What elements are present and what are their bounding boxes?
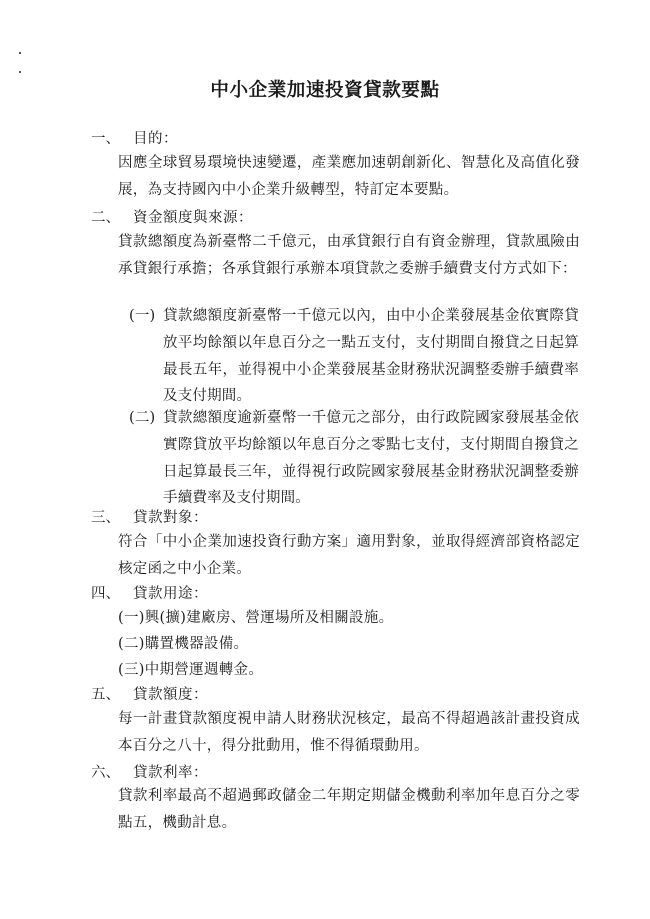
section-heading: 資金額度與來源： xyxy=(133,210,253,226)
sub-item-marker: (一) xyxy=(129,308,156,324)
section-number: 二、 xyxy=(91,210,120,226)
sub-item-text: 貸款總額度新臺幣一千億元以內，由中小企業發展基金依實際貸放平均餘額以年息百分之一點五支付，支付期間自撥貸之日起算最長五年，並得視中小企業發展基金財務狀況調整委辦手續費率及支付期間。 xyxy=(163,308,579,405)
sub-item-marker: (二) xyxy=(129,410,156,426)
section-heading: 貸款對象： xyxy=(133,510,208,526)
scan-speck xyxy=(19,71,21,73)
sub-item xyxy=(129,303,579,410)
document-title: 中小企業加速投資貸款要點 xyxy=(210,80,440,101)
section-number: 四、 xyxy=(91,586,120,602)
section-body: 因應全球貿易環境快速變遷，產業應加速朝創新化、智慧化及高值化發展，為支持國內中小企業升級轉型，特訂定本要點。 xyxy=(118,155,580,199)
sub-item xyxy=(129,405,579,512)
usage-item: (一)興(擴)建廠房、營運場所及相關設施。 xyxy=(118,610,394,626)
scan-speck xyxy=(19,52,21,54)
usage-item: (二)購置機器設備。 xyxy=(118,636,249,652)
section-body: 貸款利率最高不超過郵政儲金二年期定期儲金機動利率加年息百分之零點五，機動計息。 xyxy=(118,788,580,832)
section-heading: 貸款用途： xyxy=(133,586,208,602)
section-number: 五、 xyxy=(91,687,120,703)
section-body: 每一計畫貸款額度視申請人財務狀況核定，最高不得超過該計畫投資成本百分之八十，得分批動用，惟不得循環動用。 xyxy=(118,711,580,755)
section-number: 三、 xyxy=(91,510,120,526)
section-heading: 貸款額度： xyxy=(133,687,208,703)
section-heading: 目的： xyxy=(133,131,178,147)
sub-item-text: 貸款總額度逾新臺幣一千億元之部分，由行政院國家發展基金依實際貸放平均餘額以年息百分之零點七支付，支付期間自撥貸之日起算最長三年，並得視行政院國家發展基金財務狀況調整委辦手續費率及支付期間。 xyxy=(163,410,579,507)
section-number: 六、 xyxy=(91,765,120,781)
usage-item: (三)中期營運週轉金。 xyxy=(118,662,264,678)
section-number: 一、 xyxy=(91,131,120,147)
section-body: 符合「中小企業加速投資行動方案」適用對象，並取得經濟部資格認定核定函之中小企業。 xyxy=(118,534,580,578)
section-heading: 貸款利率： xyxy=(133,765,208,781)
section-body: 貸款總額度為新臺幣二千億元，由承貸銀行自有資金辦理，貸款風險由承貸銀行承擔；各承貸銀行承辦本項貸款之委辦手續費支付方式如下： xyxy=(118,234,580,278)
